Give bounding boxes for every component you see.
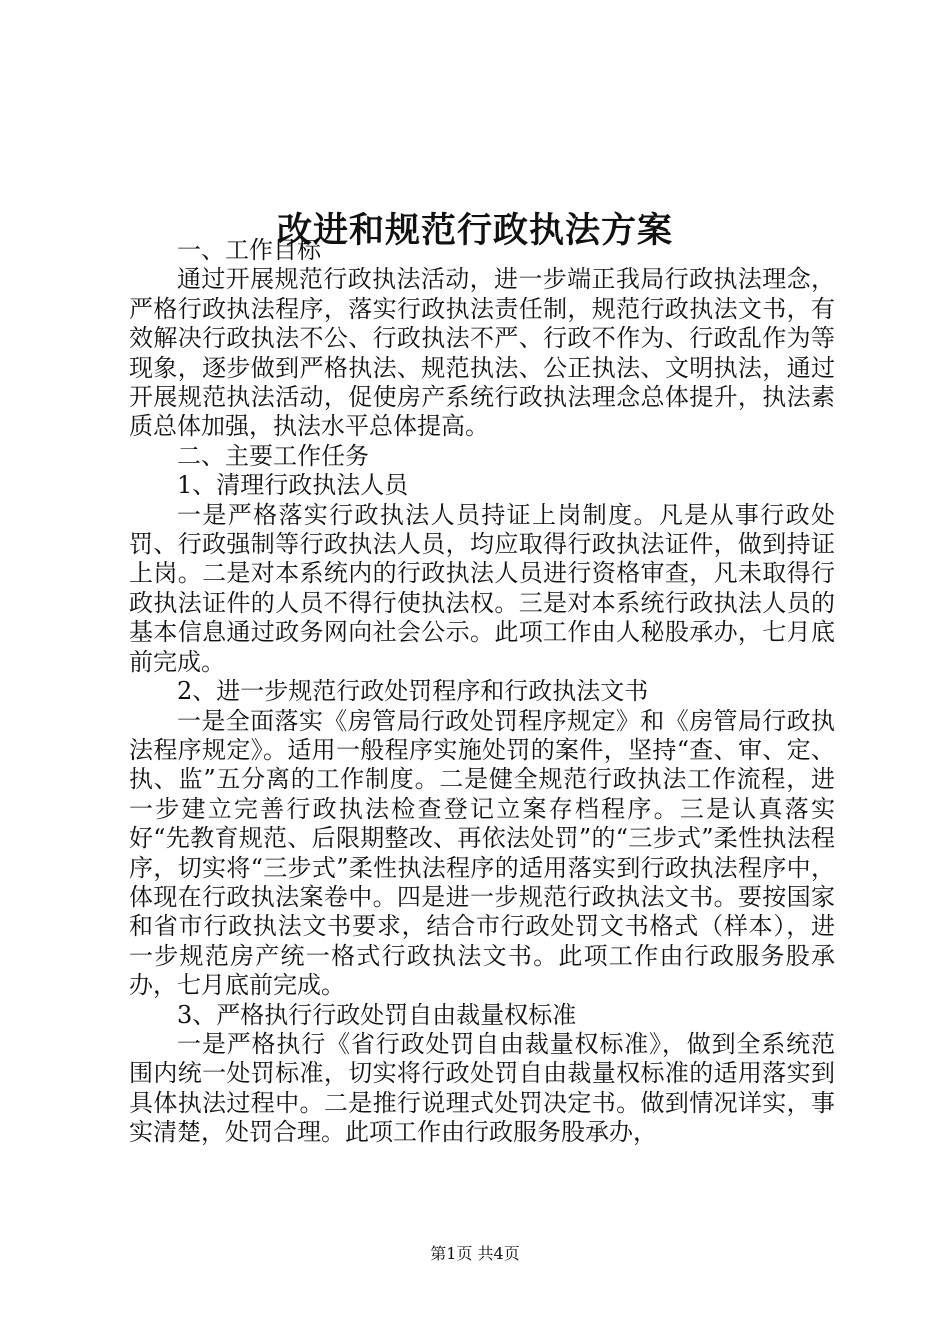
document-title: 改进和规范行政执法方案 — [276, 210, 673, 252]
paragraph-goals: 通过开展规范行政执法活动，进一步端正我局行政执法理念，严格行政执法程序，落实行政执法责任制，规范行政执法文书，有效解决行政执法不公、行政执法不严、行政不作为、行政乱作为等现象，逐步做到严格执法、规范执法、公正执法、文明执法，通过开展规范执法活动，促使房产系统行政执法理念总体提升，执法素质总体加强，执法水平总体提高。 — [129, 265, 835, 441]
subheading-task-1: 1、清理行政执法人员 — [177, 471, 409, 500]
paragraph-task-1: 一是严格落实行政执法人员持证上岗制度。凡是从事行政处罚、行政强制等行政执法人员，均应取得行政执法证件，做到持证上岗。二是对本系统内的行政执法人员进行资格审查，凡未取得行政执法证件的人员不得行使执法权。三是对本系统行政执法人员的基本信息通过政务网向社会公示。此项工作由人秘股承办，七月底前完成。 — [129, 500, 835, 676]
subheading-task-2: 2、进一步规范行政处罚程序和行政执法文书 — [177, 677, 649, 706]
document-body — [129, 236, 835, 1148]
page-footer: 第1页 共4页 — [430, 1244, 520, 1263]
paragraph-task-3: 一是严格执行《省行政处罚自由裁量权标准》，做到全系统范围内统一处罚标准，切实将行政处罚自由裁量权标准的适用落实到具体执法过程中。二是推行说理式处罚决定书。做到情况详实，事实清楚，处罚合理。此项工作由行政服务股承办， — [129, 1029, 835, 1147]
section-heading-tasks: 二、主要工作任务 — [177, 441, 369, 470]
section-heading-goals: 一、工作目标 — [177, 236, 321, 264]
subheading-task-3: 3、严格执行行政处罚自由裁量权标准 — [177, 1000, 577, 1029]
paragraph-task-2: 一是全面落实《房管局行政处罚程序规定》和《房管局行政执法程序规定》。适用一般程序实施处罚的案件，坚持“查、审、定、执、监”五分离的工作制度。二是健全规范行政执法工作流程，进一步建立完善行政执法检查登记立案存档程序。三是认真落实好“先教育规范、后限期整改、再依法处罚”的“三步式”柔性执法程序，切实将“三步式”柔性执法程序的适用落实到行政执法程序中，体现在行政执法案卷中。四是进一步规范行政执法文书。要按国家和省市行政执法文书要求，结合市行政处罚文书格式（样本），进一步规范房产统一格式行政执法文书。此项工作由行政服务股承办，七月底前完成。 — [129, 706, 835, 1000]
